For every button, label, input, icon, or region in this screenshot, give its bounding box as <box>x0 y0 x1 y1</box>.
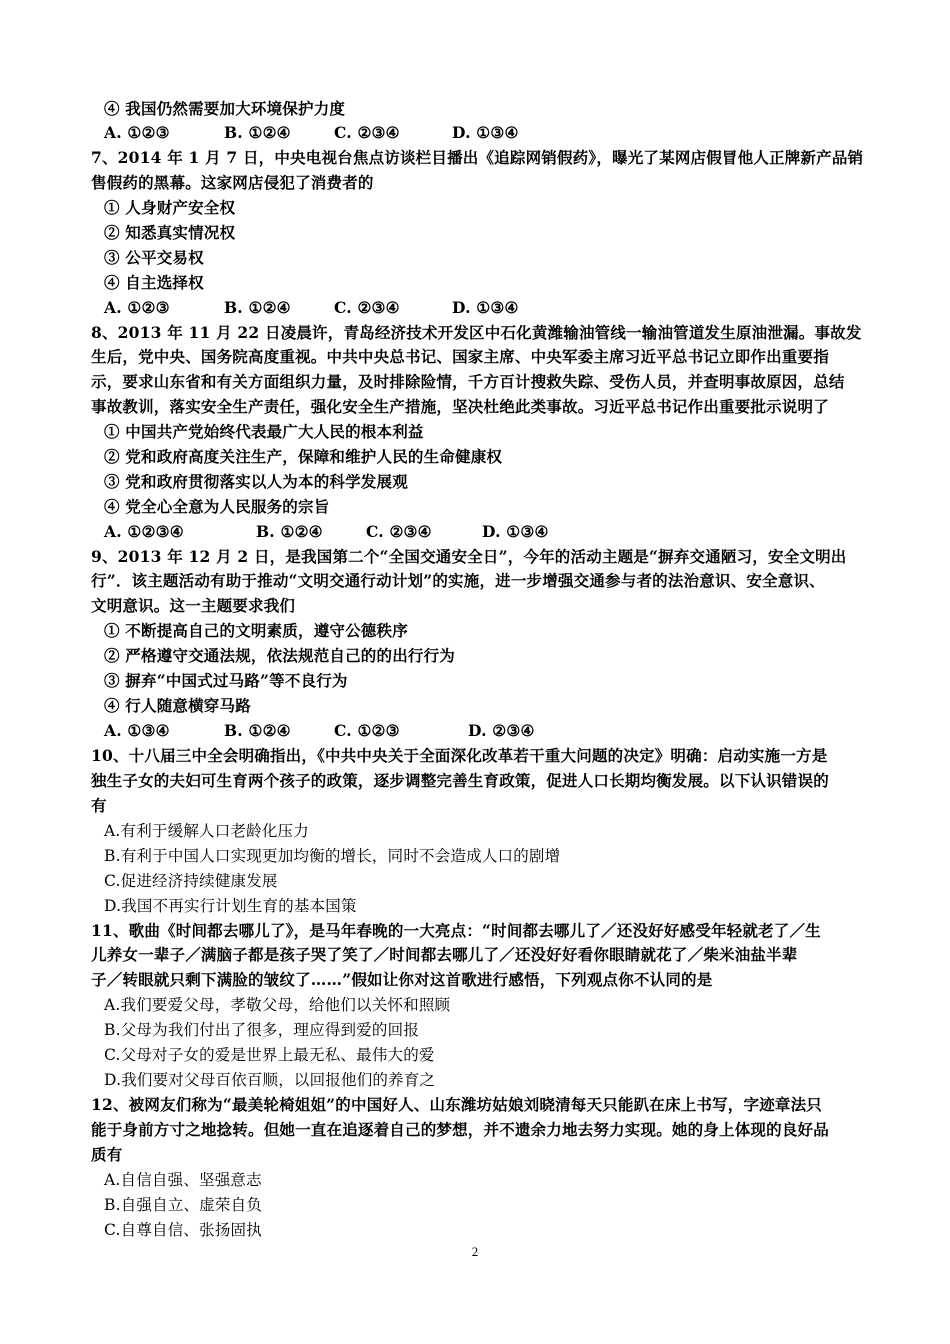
q11-stem-line-3: 子／转眼就只剩下满脸的皱纹了……”假如让你对这首歌进行感悟，下列观点你不认同的是 <box>91 970 713 989</box>
q12-option-a: A.自信自强、坚强意志 <box>104 1171 262 1189</box>
q8-answer-d: D. ①③④ <box>482 522 549 541</box>
q8-answer-c: C. ②③④ <box>366 522 432 541</box>
q8-stem-line-2: 生后，党中央、国务院高度重视。中共中央总书记、国家主席、中央军委主席习近平总书记立即作出重要指 <box>91 347 829 366</box>
q8-item-1: ① 中国共产党始终代表最广大人民的根本利益 <box>104 422 424 441</box>
q9-item-1: ① 不断提高自己的文明素质，遵守公德秩序 <box>104 621 408 640</box>
q9-item-3: ③ 摒弃“中国式过马路”等不良行为 <box>104 671 348 690</box>
q10-stem-line-3: 有 <box>91 796 107 815</box>
q11-stem-line-1: 11、歌曲《时间都去哪儿了》，是马年春晚的一大亮点：“时间都去哪儿了／还没好好感受年轻就老了／生 <box>91 921 821 940</box>
q9-stem-line-2: 行”．该主题活动有助于推动“文明交通行动计划”的实施，进一步增强交通参与者的法治意识、安全意识、 <box>91 571 825 590</box>
q6-answers <box>104 121 894 145</box>
q7-item-1: ① 人身财产安全权 <box>104 198 236 217</box>
q9-answer-b: B. ①②④ <box>224 721 291 740</box>
q10-stem-line-2: 独生子女的夫妇可生育两个孩子的政策，逐步调整完善生育政策，促进人口长期均衡发展。以下认识错误的 <box>91 771 829 790</box>
q12-stem-line-3: 质有 <box>91 1145 123 1164</box>
q7-stem-line-1: 7、2014 年 1 月 7 日，中央电视台焦点访谈栏目播出《追踪网销假药》，曝光了某网店假冒他人正牌新产品销 <box>91 148 864 167</box>
q8-stem-line-3: 示，要求山东省和有关方面组织力量，及时排除险情，千方百计搜救失踪、受伤人员，并查明事故原因，总结 <box>91 372 845 391</box>
q11-option-d: D.我们要对父母百依百顺，以回报他们的养育之 <box>104 1071 436 1089</box>
q10-option-d: D.我国不再实行计划生育的基本国策 <box>104 897 357 915</box>
q6-answer-c: C. ②③④ <box>334 123 400 142</box>
q8-item-3: ③ 党和政府贯彻落实以人为本的科学发展观 <box>104 472 408 491</box>
q11-stem-line-2: 儿养女一辈子／满脑子都是孩子哭了笑了／时间都去哪儿了／还没好好看你眼睛就花了／柴米油盐半辈 <box>91 945 798 964</box>
q12-stem-line-1: 12、被网友们称为“最美轮椅姐姐”的中国好人、山东潍坊姑娘刘晓清每天只能趴在床上书写，字迹章法只 <box>91 1095 823 1114</box>
q7-item-4: ④ 自主选择权 <box>104 273 204 292</box>
page-number: 2 <box>471 1244 479 1259</box>
q6-answer-d: D. ①③④ <box>452 123 519 142</box>
q11-option-c: C.父母对子女的爱是世界上最无私、最伟大的爱 <box>104 1046 435 1064</box>
q7-answers <box>104 296 894 320</box>
q9-item-4: ④ 行人随意横穿马路 <box>104 696 251 715</box>
q11-option-a: A.我们要爱父母，孝敬父母，给他们以关怀和照顾 <box>104 996 451 1014</box>
q8-stem-line-4: 事故教训，落实安全生产责任，强化安全生产措施，坚决杜绝此类事故。习近平总书记作出重要批示说明了 <box>91 397 829 416</box>
q7-stem-line-2: 售假药的黑幕。这家网店侵犯了消费者的 <box>91 173 374 192</box>
q8-answers <box>104 520 894 544</box>
q7-answer-a: A. ①②③ <box>104 298 170 317</box>
q12-option-b: B.自强自立、虚荣自负 <box>104 1196 263 1214</box>
q9-answer-d: D. ②③④ <box>468 721 535 740</box>
q12-stem-line-2: 能于身前方寸之地捻转。但她一直在追逐着自己的梦想，并不遗余力地去努力实现。她的身上体现的良好品 <box>91 1120 829 1139</box>
q9-stem-line-3: 文明意识。这一主题要求我们 <box>91 596 296 615</box>
q7-answer-b: B. ①②④ <box>224 298 291 317</box>
q7-answer-c: C. ②③④ <box>334 298 400 317</box>
q9-answer-a: A. ①③④ <box>104 721 170 740</box>
q12-option-c: C.自尊自信、张扬固执 <box>104 1221 262 1239</box>
q10-option-a: A.有利于缓解人口老龄化压力 <box>104 822 309 840</box>
q6-answer-b: B. ①②④ <box>224 123 291 142</box>
q7-item-3: ③ 公平交易权 <box>104 248 204 267</box>
q10-option-b: B.有利于中国人口实现更加均衡的增长，同时不会造成人口的剧增 <box>104 847 561 865</box>
q9-answer-c: C. ①②③ <box>334 721 400 740</box>
q8-answer-a: A. ①②③④ <box>104 522 184 541</box>
q10-stem-line-1: 10、十八届三中全会明确指出，《中共中央关于全面深化改革若干重大问题的决定》明确：启动实施一方是 <box>91 746 828 765</box>
q8-stem-line-1: 8、2013 年 11 月 22 日凌晨许，青岛经济技术开发区中石化黄潍输油管线一输油管道发生原油泄漏。事故发 <box>91 323 862 342</box>
q8-answer-b: B. ①②④ <box>256 522 323 541</box>
q8-item-2: ② 党和政府高度关注生产，保障和维护人民的生命健康权 <box>104 447 503 466</box>
q9-item-2: ② 严格遵守交通法规，依法规范自己的的出行行为 <box>104 646 455 665</box>
q7-answer-d: D. ①③④ <box>452 298 519 317</box>
q6-answer-a: A. ①②③ <box>104 123 170 142</box>
q10-option-c: C.促进经济持续健康发展 <box>104 872 278 890</box>
q11-option-b: B.父母为我们付出了很多，理应得到爱的回报 <box>104 1021 420 1039</box>
q6-item-4: ④ 我国仍然需要加大环境保护力度 <box>104 99 346 118</box>
q7-item-2: ② 知悉真实情况权 <box>104 223 236 242</box>
q9-stem-line-1: 9、2013 年 12 月 2 日，是我国第二个“全国交通安全日”，今年的活动主题是“摒弃交通陋习，安全文明出 <box>91 547 847 566</box>
q9-answers <box>104 719 894 743</box>
q8-item-4: ④ 党全心全意为人民服务的宗旨 <box>104 497 330 516</box>
